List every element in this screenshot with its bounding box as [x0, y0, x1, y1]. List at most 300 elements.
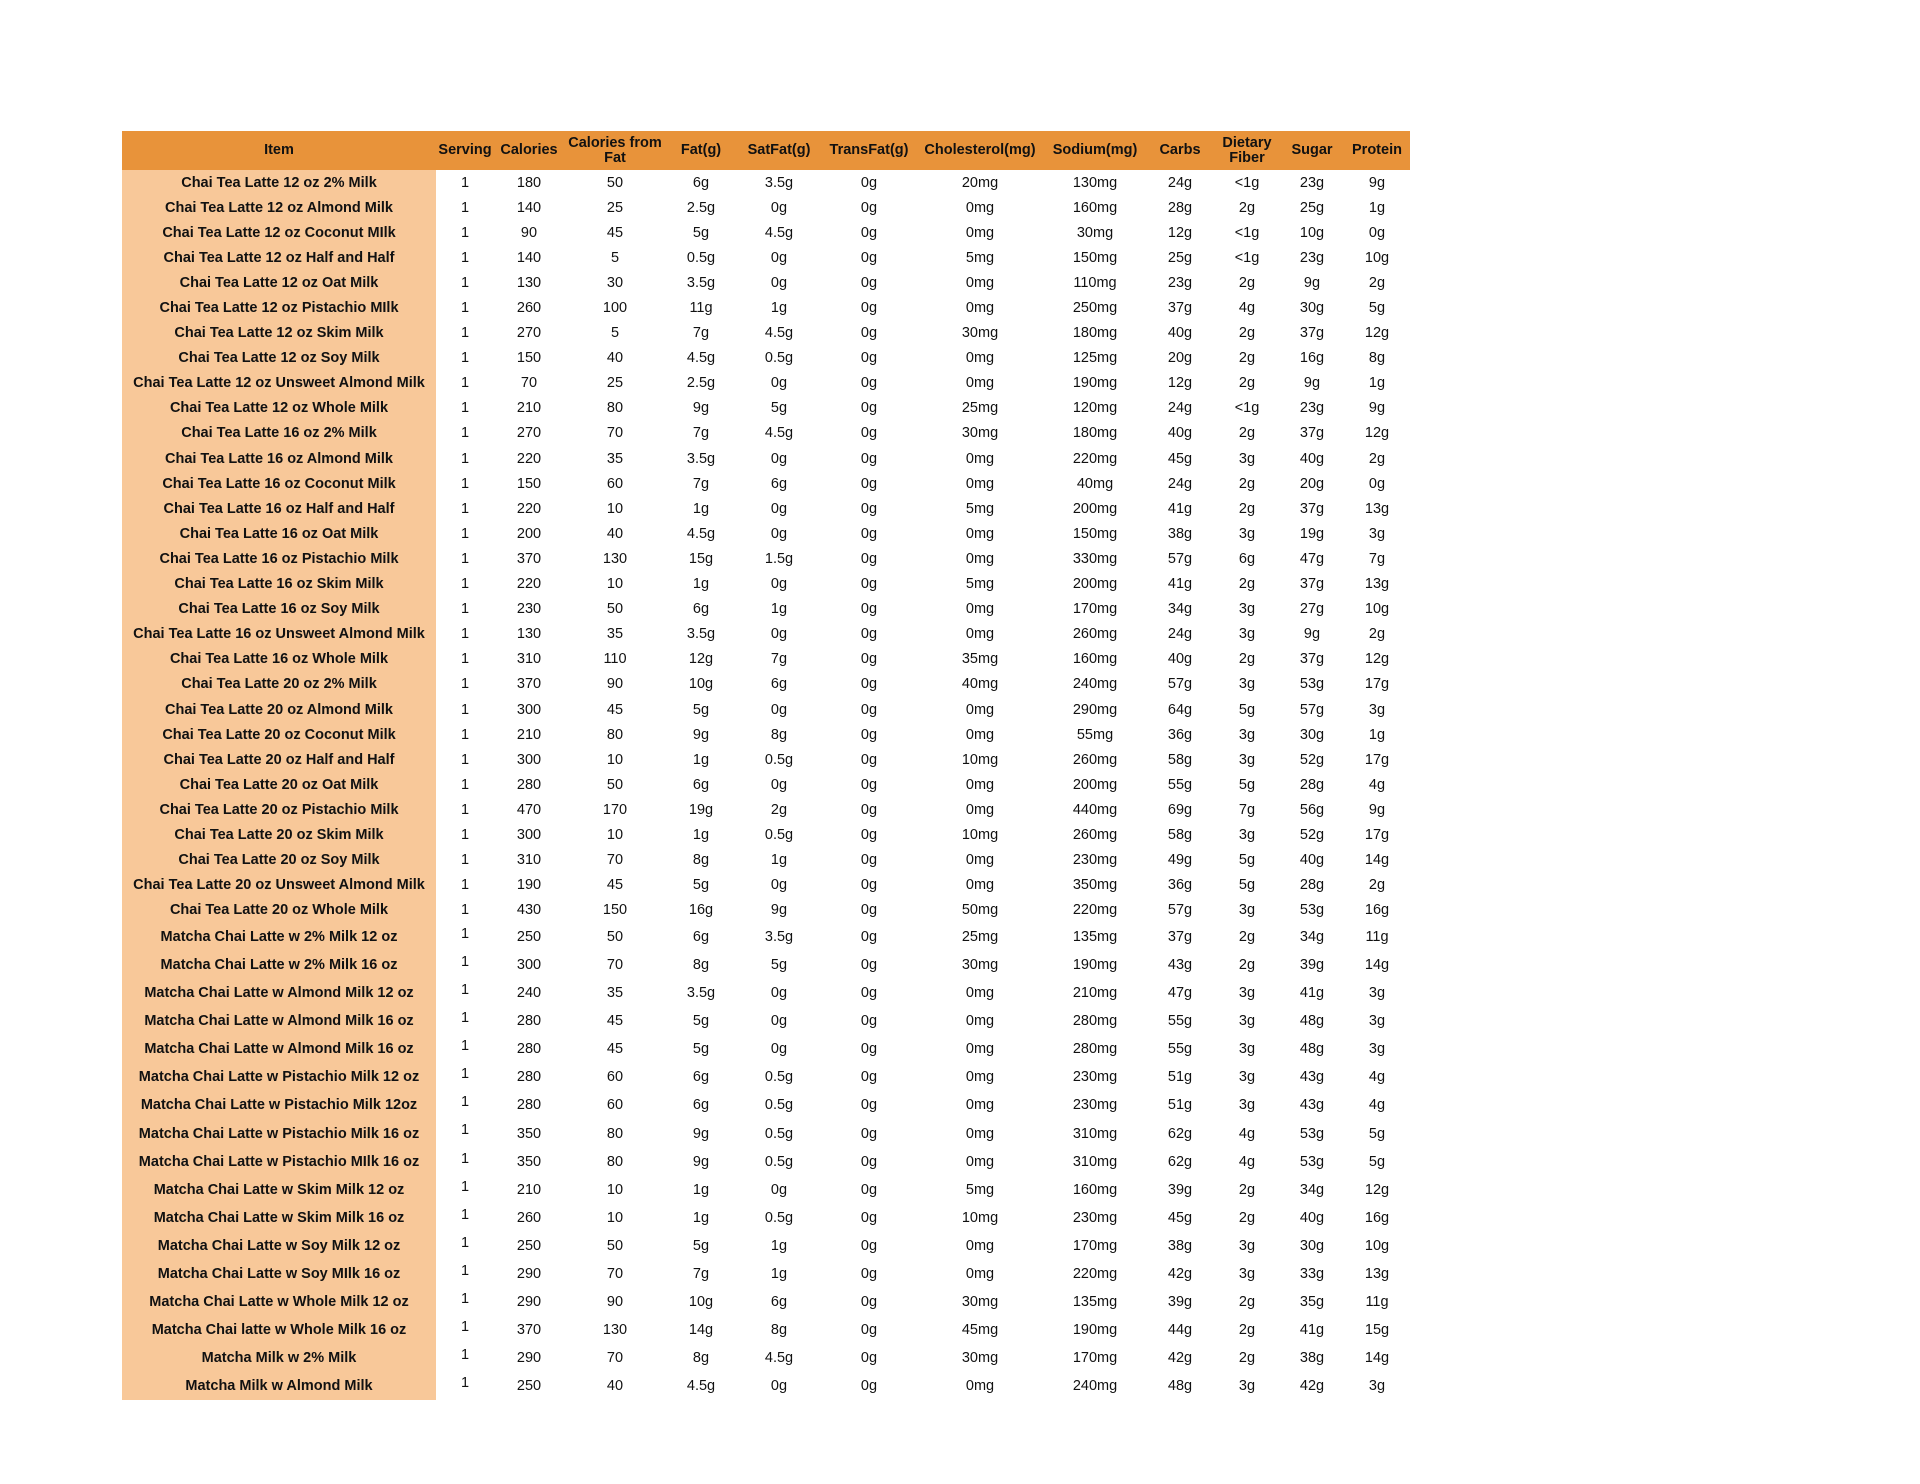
item-name-cell: Chai Tea Latte 16 oz Half and Half [122, 496, 436, 521]
column-header: Sugar [1280, 131, 1344, 170]
value-cell: 90 [520, 224, 538, 241]
item-name-cell: Chai Tea Latte 12 oz Coconut MIlk [122, 220, 436, 245]
value-cell: 20g [1167, 350, 1193, 367]
value-cell: 5mg [965, 249, 995, 266]
value-cell: 8g [692, 852, 710, 869]
value-cell: 1 [460, 751, 470, 768]
value-cell: 50 [606, 601, 624, 618]
value-cell: 220 [516, 450, 542, 467]
value-cell: 0g [770, 199, 788, 216]
value-cell: 60 [606, 475, 624, 492]
value-cell: 45 [606, 1013, 624, 1030]
value-cell: 0mg [965, 626, 995, 643]
value-cell: 280 [516, 1041, 542, 1058]
value-cell: 4.5g [686, 350, 716, 367]
value-cell: 280 [516, 1069, 542, 1086]
value-cell: 1 [460, 1206, 470, 1223]
table-row [122, 521, 1410, 546]
value-cell: 100 [602, 300, 628, 317]
value-cell: 2.5g [686, 375, 716, 392]
value-cell: 0g [860, 400, 878, 417]
value-cell: 37g [1299, 651, 1325, 668]
value-cell: 55g [1167, 1041, 1193, 1058]
item-name-cell: Chai Tea Latte 20 oz Coconut Milk [122, 722, 436, 747]
value-cell: 25g [1299, 199, 1325, 216]
value-cell: 0g [770, 274, 788, 291]
value-cell: 3g [1238, 726, 1256, 743]
value-cell: 2g [1368, 877, 1386, 894]
item-name-cell: Chai Tea Latte 16 oz Coconut Milk [122, 471, 436, 496]
value-cell: 0g [860, 199, 878, 216]
value-cell: 440mg [1072, 801, 1118, 818]
value-cell: 2g [1238, 325, 1256, 342]
value-cell: 37g [1299, 576, 1325, 593]
value-cell: 290 [516, 1265, 542, 1282]
item-name-cell: Chai Tea Latte 16 oz Oat Milk [122, 521, 436, 546]
value-cell: 0mg [965, 475, 995, 492]
value-cell: 69g [1167, 801, 1193, 818]
value-cell: 34g [1299, 1181, 1325, 1198]
table-row [122, 597, 1410, 622]
value-cell: 15g [1364, 1322, 1390, 1339]
value-cell: 160mg [1072, 651, 1118, 668]
value-cell: 260 [516, 1209, 542, 1226]
value-cell: 0g [860, 626, 878, 643]
value-cell: 50mg [961, 902, 999, 919]
value-cell: 13g [1364, 500, 1390, 517]
value-cell: 36g [1167, 726, 1193, 743]
table-row [122, 170, 1410, 195]
value-cell: 260mg [1072, 826, 1118, 843]
item-name-cell: Chai Tea Latte 20 oz Almond Milk [122, 697, 436, 722]
value-cell: 150 [516, 350, 542, 367]
value-cell: 0g [860, 550, 878, 567]
value-cell: 0g [770, 375, 788, 392]
value-cell: 0g [860, 249, 878, 266]
value-cell: 300 [516, 751, 542, 768]
value-cell: 0g [860, 956, 878, 973]
value-cell: 42g [1299, 1378, 1325, 1395]
table-row [122, 195, 1410, 220]
item-name-cell: Chai Tea Latte 12 oz 2% Milk [122, 170, 436, 195]
value-cell: 0g [860, 676, 878, 693]
value-cell: 1 [460, 902, 470, 919]
item-name-cell: Matcha Chai Latte w Almond Milk 16 oz [122, 1035, 436, 1063]
value-cell: 37g [1299, 325, 1325, 342]
value-cell: 1 [460, 300, 470, 317]
value-cell: 30mg [961, 425, 999, 442]
value-cell: 0g [770, 450, 788, 467]
value-cell: 1 [460, 400, 470, 417]
value-cell: 1g [692, 751, 710, 768]
value-cell: 1 [460, 626, 470, 643]
value-cell: 0mg [965, 199, 995, 216]
value-cell: 40g [1299, 852, 1325, 869]
table-row [122, 496, 1410, 521]
value-cell: 310 [516, 852, 542, 869]
value-cell: 2g [1238, 475, 1256, 492]
value-cell: 10g [1299, 224, 1325, 241]
value-cell: 1 [460, 1234, 470, 1251]
value-cell: 270 [516, 325, 542, 342]
value-cell: 50 [606, 1237, 624, 1254]
value-cell: 0g [860, 1237, 878, 1254]
value-cell: 1 [460, 651, 470, 668]
value-cell: 8g [1368, 350, 1386, 367]
value-cell: 16g [1299, 350, 1325, 367]
value-cell: 1 [460, 776, 470, 793]
value-cell: 90 [606, 676, 624, 693]
value-cell: 4g [1238, 1125, 1256, 1142]
value-cell: 1 [460, 726, 470, 743]
value-cell: 330mg [1072, 550, 1118, 567]
value-cell: 230 [516, 601, 542, 618]
value-cell: 0g [860, 300, 878, 317]
table-row [122, 979, 1410, 1007]
value-cell: 210 [516, 400, 542, 417]
value-cell: 11g [689, 300, 713, 317]
value-cell: 19g [1299, 525, 1325, 542]
value-cell: 12g [1364, 425, 1390, 442]
value-cell: 0g [860, 1181, 878, 1198]
value-cell: 43g [1299, 1097, 1325, 1114]
value-cell: 16g [688, 902, 714, 919]
value-cell: 3g [1238, 676, 1256, 693]
item-name-cell: Chai Tea Latte 20 oz Whole Milk [122, 898, 436, 923]
value-cell: 49g [1167, 852, 1193, 869]
value-cell: 7g [692, 325, 710, 342]
value-cell: 0g [770, 877, 788, 894]
value-cell: 2.5g [686, 199, 716, 216]
value-cell: 230mg [1072, 1209, 1118, 1226]
value-cell: 70 [520, 375, 538, 392]
value-cell: 2g [1238, 928, 1256, 945]
value-cell: 2g [1238, 576, 1256, 593]
value-cell: 1 [460, 1319, 470, 1336]
value-cell: 10 [606, 500, 624, 517]
value-cell: 4g [1368, 1069, 1386, 1086]
value-cell: 135mg [1072, 1294, 1118, 1311]
value-cell: 0g [860, 1041, 878, 1058]
value-cell: 3.5g [764, 174, 794, 191]
value-cell: 1 [460, 982, 470, 998]
value-cell: 70 [606, 1350, 624, 1367]
value-cell: 5g [692, 1237, 710, 1254]
value-cell: 0g [770, 525, 788, 542]
value-cell: 25mg [961, 400, 999, 417]
value-cell: 220mg [1072, 1265, 1118, 1282]
value-cell: 1g [1368, 199, 1386, 216]
value-cell: 0g [860, 902, 878, 919]
value-cell: 240mg [1072, 1378, 1118, 1395]
value-cell: 0g [860, 500, 878, 517]
value-cell: 8g [692, 956, 710, 973]
value-cell: 70 [606, 852, 624, 869]
value-cell: 0mg [965, 1125, 995, 1142]
value-cell: 1 [460, 1122, 470, 1139]
value-cell: 27g [1299, 601, 1325, 618]
nutrition-table [122, 131, 1410, 1400]
value-cell: 1g [770, 1237, 788, 1254]
item-name-cell: Chai Tea Latte 16 oz Soy Milk [122, 597, 436, 622]
value-cell: 1 [460, 350, 470, 367]
value-cell: 9g [692, 400, 710, 417]
value-cell: 40g [1167, 425, 1193, 442]
value-cell: 1 [460, 375, 470, 392]
value-cell: 40g [1299, 1209, 1325, 1226]
value-cell: 38g [1167, 1237, 1193, 1254]
value-cell: 290 [516, 1350, 542, 1367]
value-cell: 39g [1299, 956, 1325, 973]
value-cell: 1 [460, 550, 470, 567]
item-name-cell: Chai Tea Latte 16 oz Pistachio Milk [122, 546, 436, 571]
value-cell: 3g [1238, 985, 1256, 1002]
value-cell: 1.5g [764, 550, 794, 567]
table-row [122, 1176, 1410, 1204]
value-cell: 1g [1368, 375, 1386, 392]
value-cell: 3g [1238, 1069, 1256, 1086]
value-cell: 9g [1368, 174, 1386, 191]
value-cell: 12g [1364, 325, 1390, 342]
item-name-cell: Chai Tea Latte 12 oz Skim Milk [122, 321, 436, 346]
value-cell: 5 [610, 325, 620, 342]
table-row [122, 270, 1410, 295]
value-cell: 0.5g [686, 249, 716, 266]
value-cell: 0g [860, 801, 878, 818]
value-cell: 2g [1238, 1181, 1256, 1198]
value-cell: 7g [692, 475, 710, 492]
value-cell: 70 [606, 956, 624, 973]
value-cell: 55g [1167, 1013, 1193, 1030]
value-cell: 6g [692, 601, 710, 618]
value-cell: 240 [516, 985, 542, 1002]
value-cell: 30g [1299, 726, 1325, 743]
value-cell: 10 [606, 751, 624, 768]
value-cell: 35g [1299, 1294, 1325, 1311]
value-cell: 52g [1299, 826, 1325, 843]
value-cell: 1 [460, 852, 470, 869]
value-cell: 0g [860, 852, 878, 869]
table-row [122, 1035, 1410, 1063]
value-cell: 23g [1299, 174, 1325, 191]
value-cell: 430 [516, 902, 542, 919]
value-cell: 0g [860, 601, 878, 618]
table-row [122, 647, 1410, 672]
value-cell: 0g [860, 350, 878, 367]
value-cell: 50 [606, 928, 624, 945]
value-cell: <1g [1234, 174, 1260, 191]
table-row [122, 396, 1410, 421]
value-cell: 0mg [965, 1378, 995, 1395]
value-cell: 290mg [1072, 701, 1118, 718]
value-cell: <1g [1234, 400, 1260, 417]
value-cell: 13g [1364, 576, 1390, 593]
value-cell: 30mg [961, 956, 999, 973]
value-cell: 14g [1364, 956, 1390, 973]
value-cell: 62g [1167, 1125, 1193, 1142]
value-cell: 0g [860, 1265, 878, 1282]
value-cell: 64g [1167, 701, 1193, 718]
value-cell: 4.5g [764, 325, 794, 342]
value-cell: 5g [1238, 776, 1256, 793]
value-cell: 40g [1167, 651, 1193, 668]
value-cell: 5mg [965, 576, 995, 593]
value-cell: 14g [1364, 852, 1390, 869]
table-row [122, 848, 1410, 873]
value-cell: 170 [602, 801, 628, 818]
item-name-cell: Matcha Chai Latte w Skim Milk 16 oz [122, 1204, 436, 1232]
value-cell: 23g [1299, 249, 1325, 266]
column-header: Serving [436, 131, 494, 170]
value-cell: 280 [516, 776, 542, 793]
value-cell: 40 [606, 350, 624, 367]
value-cell: 3g [1368, 985, 1386, 1002]
value-cell: 11g [1365, 928, 1389, 945]
value-cell: 30 [606, 274, 624, 291]
value-cell: 45g [1167, 450, 1193, 467]
value-cell: 3.5g [686, 626, 716, 643]
value-cell: 1 [460, 1094, 470, 1111]
value-cell: 125mg [1072, 350, 1118, 367]
value-cell: 1 [460, 601, 470, 618]
value-cell: 6g [692, 1069, 710, 1086]
value-cell: 0g [860, 1322, 878, 1339]
value-cell: 44g [1167, 1322, 1193, 1339]
value-cell: 0mg [965, 776, 995, 793]
value-cell: 5g [1238, 877, 1256, 894]
value-cell: 60 [606, 1097, 624, 1114]
value-cell: 5g [692, 701, 710, 718]
value-cell: 0mg [965, 274, 995, 291]
value-cell: 130 [516, 626, 542, 643]
value-cell: 56g [1299, 801, 1325, 818]
item-name-cell: Chai Tea Latte 12 oz Pistachio MIlk [122, 295, 436, 320]
value-cell: 58g [1167, 751, 1193, 768]
value-cell: 55mg [1076, 726, 1114, 743]
value-cell: 2g [1238, 651, 1256, 668]
value-cell: 280 [516, 1013, 542, 1030]
value-cell: 2g [1238, 274, 1256, 291]
value-cell: 4.5g [686, 1378, 716, 1395]
value-cell: 0mg [965, 224, 995, 241]
value-cell: 250mg [1072, 300, 1118, 317]
value-cell: 6g [770, 1294, 788, 1311]
table-row [122, 1119, 1410, 1147]
value-cell: 42g [1167, 1265, 1193, 1282]
value-cell: 240mg [1072, 676, 1118, 693]
value-cell: 24g [1167, 400, 1193, 417]
value-cell: 170mg [1072, 601, 1118, 618]
value-cell: 10g [688, 1294, 714, 1311]
value-cell: 60 [606, 1069, 624, 1086]
table-row [122, 1316, 1410, 1344]
value-cell: 0.5g [764, 1069, 794, 1086]
value-cell: 70 [606, 1265, 624, 1282]
item-name-cell: Matcha Chai Latte w Pistachio MIlk 16 oz [122, 1148, 436, 1176]
value-cell: 30mg [961, 325, 999, 342]
value-cell: 34g [1167, 601, 1193, 618]
value-cell: 42g [1167, 1350, 1193, 1367]
item-name-cell: Chai Tea Latte 12 oz Soy Milk [122, 346, 436, 371]
value-cell: 3.5g [686, 274, 716, 291]
value-cell: 190mg [1072, 956, 1118, 973]
value-cell: 9g [770, 902, 788, 919]
value-cell: 120mg [1072, 400, 1118, 417]
value-cell: 35 [606, 450, 624, 467]
value-cell: 80 [606, 1125, 624, 1142]
value-cell: 0g [860, 1350, 878, 1367]
value-cell: 10g [688, 676, 714, 693]
value-cell: 90 [606, 1294, 624, 1311]
value-cell: 0mg [965, 350, 995, 367]
item-name-cell: Matcha Chai Latte w Pistachio Milk 12oz [122, 1091, 436, 1119]
value-cell: 41g [1167, 500, 1193, 517]
value-cell: 0g [860, 776, 878, 793]
value-cell: 5mg [965, 1181, 995, 1198]
value-cell: 170mg [1072, 1237, 1118, 1254]
value-cell: 30mg [1076, 224, 1114, 241]
value-cell: 0mg [965, 1265, 995, 1282]
value-cell: 1 [460, 676, 470, 693]
value-cell: 250 [516, 1378, 542, 1395]
value-cell: 0.5g [764, 751, 794, 768]
value-cell: 0.5g [764, 1125, 794, 1142]
value-cell: 3g [1238, 1013, 1256, 1030]
value-cell: 0g [770, 985, 788, 1002]
value-cell: 3.5g [686, 985, 716, 1002]
value-cell: 0g [770, 576, 788, 593]
value-cell: 0.5g [764, 350, 794, 367]
value-cell: 0g [860, 1294, 878, 1311]
value-cell: 1 [460, 174, 470, 191]
value-cell: 3g [1238, 826, 1256, 843]
value-cell: 5g [1238, 701, 1256, 718]
value-cell: 280mg [1072, 1013, 1118, 1030]
value-cell: 0g [860, 1069, 878, 1086]
value-cell: 310 [516, 651, 542, 668]
table-row [122, 1372, 1410, 1400]
value-cell: 0mg [965, 726, 995, 743]
value-cell: 0g [860, 475, 878, 492]
value-cell: 1 [460, 274, 470, 291]
value-cell: 0mg [965, 550, 995, 567]
value-cell: 14g [688, 1322, 714, 1339]
table-row [122, 772, 1410, 797]
value-cell: 210mg [1072, 985, 1118, 1002]
value-cell: 230mg [1072, 1069, 1118, 1086]
value-cell: 130 [602, 550, 628, 567]
value-cell: 8g [770, 1322, 788, 1339]
value-cell: 30mg [961, 1350, 999, 1367]
value-cell: 2g [1238, 1350, 1256, 1367]
value-cell: 2g [1238, 1209, 1256, 1226]
value-cell: 1 [460, 450, 470, 467]
value-cell: 33g [1299, 1265, 1325, 1282]
value-cell: 0g [860, 1378, 878, 1395]
value-cell: 3.5g [764, 928, 794, 945]
value-cell: 12g [1364, 651, 1390, 668]
item-name-cell: Matcha Chai Latte w Almond Milk 12 oz [122, 979, 436, 1007]
value-cell: 10 [606, 1181, 624, 1198]
value-cell: 130 [516, 274, 542, 291]
value-cell: 1 [460, 576, 470, 593]
value-cell: 23g [1167, 274, 1193, 291]
value-cell: 5g [770, 956, 788, 973]
value-cell: 0g [770, 1181, 788, 1198]
value-cell: 1g [1368, 726, 1386, 743]
value-cell: 280 [516, 1097, 542, 1114]
table-row [122, 546, 1410, 571]
